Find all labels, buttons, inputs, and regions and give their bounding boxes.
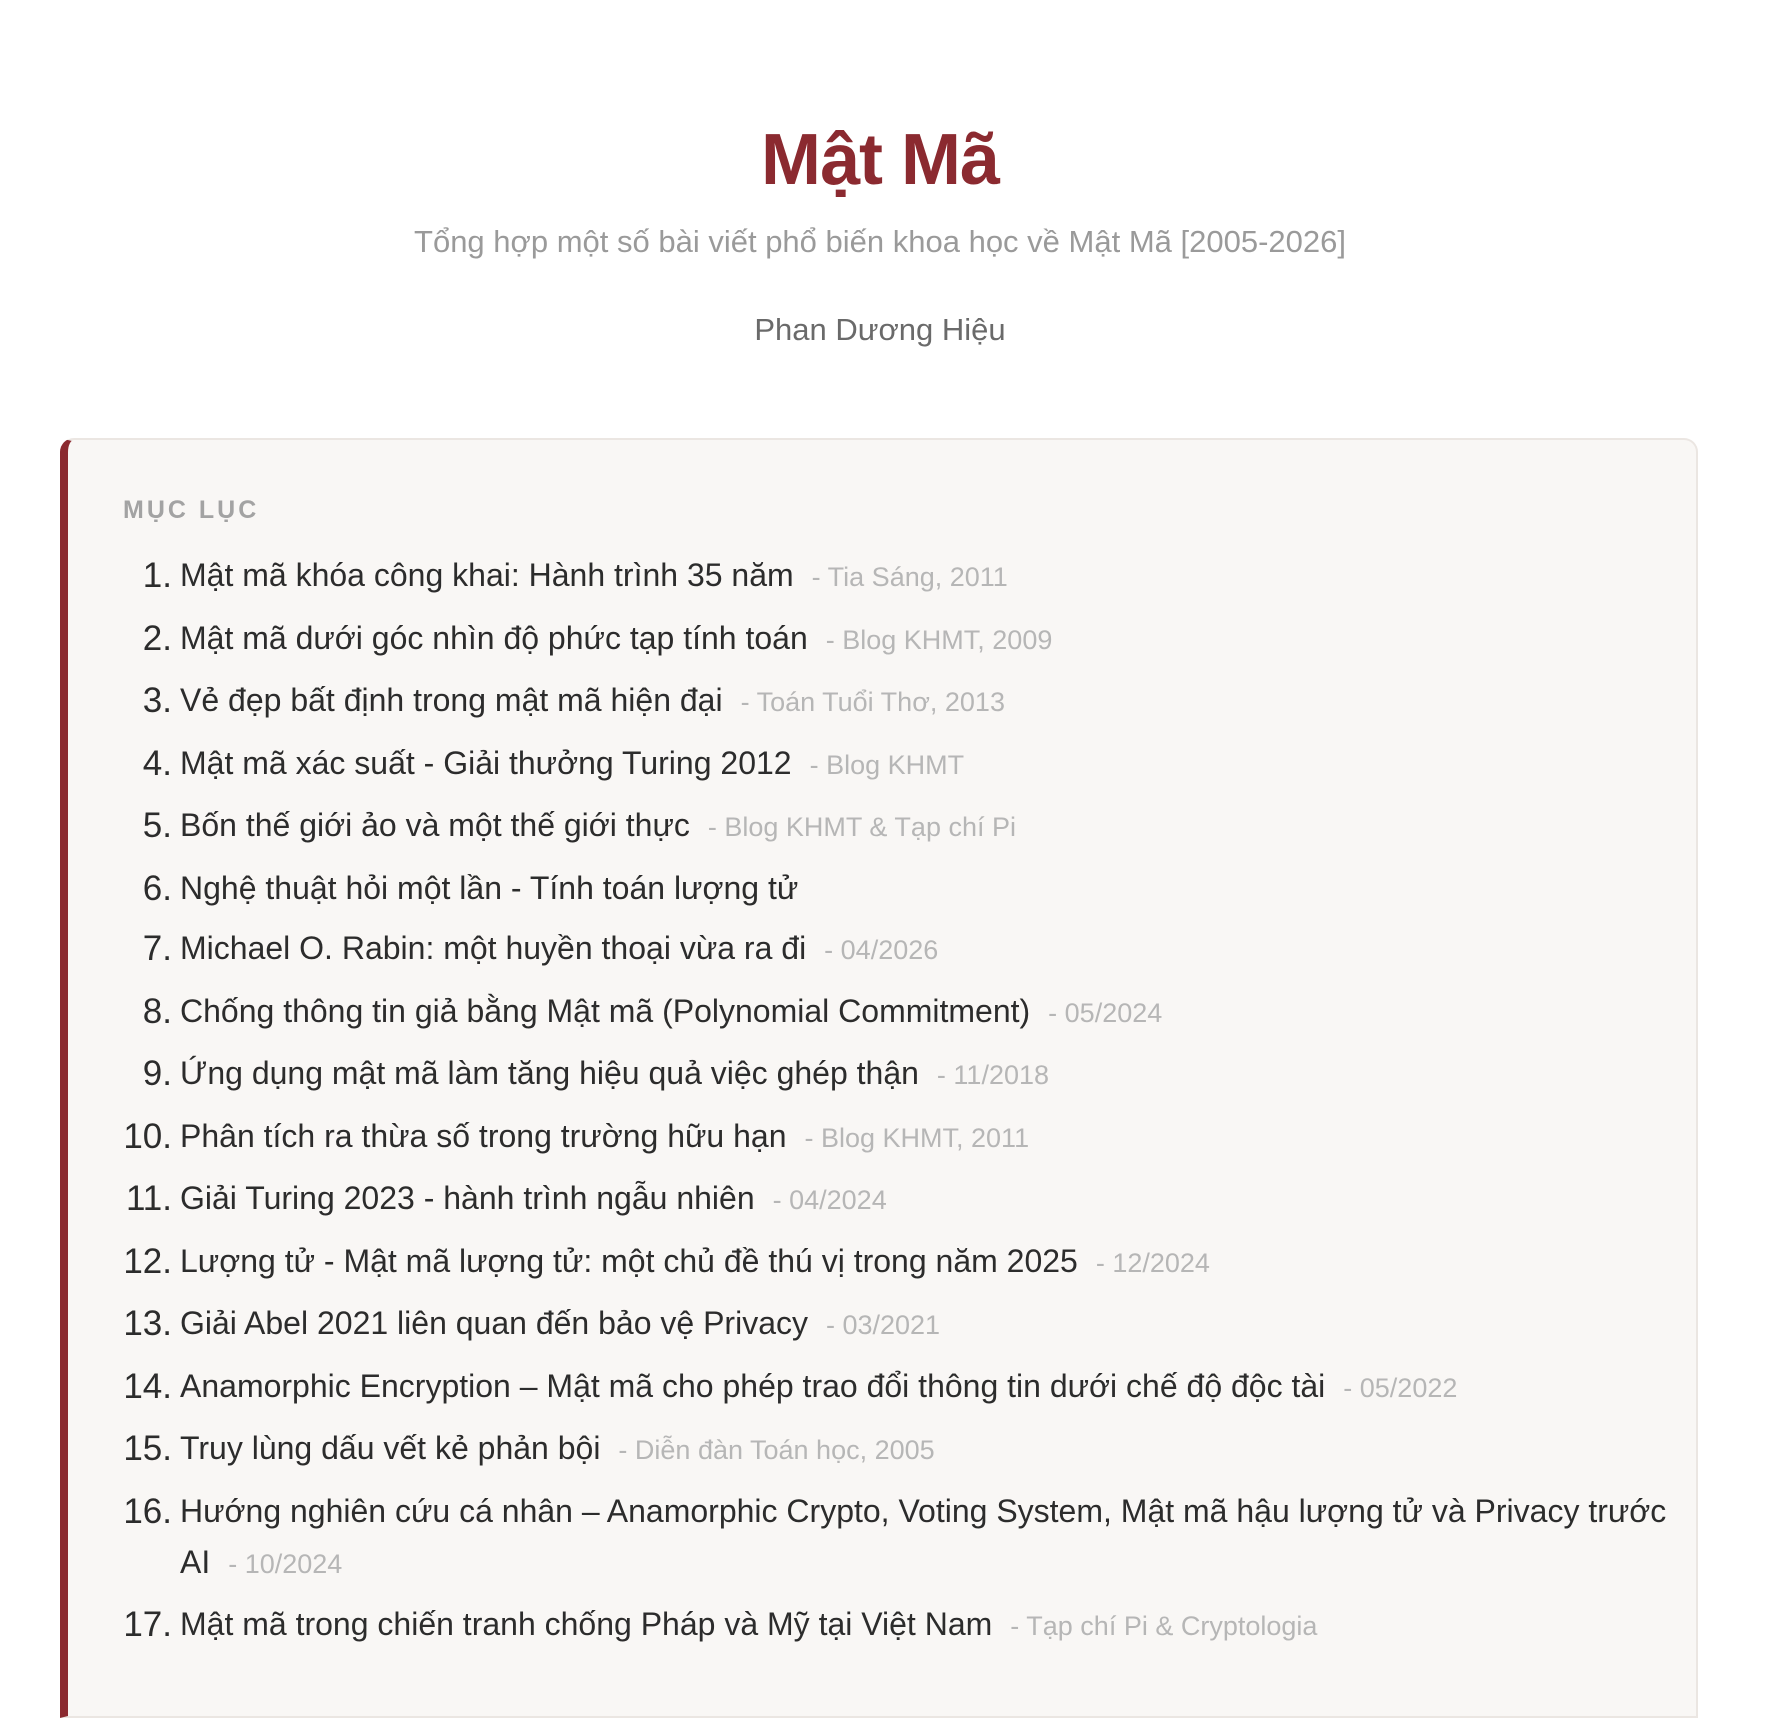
toc-item-source: - Tạp chí Pi & Cryptologia xyxy=(1010,1610,1318,1641)
toc-item-link[interactable]: Mật mã trong chiến tranh chống Pháp và Mỹ tại Việt Nam xyxy=(180,1605,993,1642)
toc-item-link[interactable]: Vẻ đẹp bất định trong mật mã hiện đại xyxy=(180,682,723,718)
toc-item-link[interactable]: Mật mã xác suất - Giải thưởng Turing 2012 xyxy=(180,744,792,781)
author-name: Phan Dương Hiệu xyxy=(754,312,1006,347)
toc-item-source: - Tia Sáng, 2011 xyxy=(811,562,1008,592)
toc-item xyxy=(68,1111,1668,1164)
toc-item-number: 16. xyxy=(123,1491,172,1531)
toc-item-source: - Diễn đàn Toán học, 2005 xyxy=(618,1435,935,1465)
toc-item-source: - 04/2024 xyxy=(772,1185,887,1215)
toc-item-number: 12. xyxy=(123,1241,172,1281)
toc-item-source: - 05/2024 xyxy=(1048,997,1163,1028)
toc-item-link[interactable]: Hướng nghiên cứu cá nhân – Anamorphic Crypto, Voting System, Mật mã hậu lượng tử và Privacy trước AI xyxy=(180,1492,1667,1580)
page-subtitle: Tổng hợp một số bài viết phổ biến khoa học về Mật Mã [2005-2026] xyxy=(414,224,1346,259)
toc-item-number: 14. xyxy=(123,1366,172,1406)
toc-item-number: 13. xyxy=(123,1304,172,1343)
toc-item-link[interactable]: Ứng dụng mật mã làm tăng hiệu quả việc ghép thận xyxy=(180,1055,919,1091)
toc-item xyxy=(68,1173,1668,1226)
toc-item xyxy=(68,1486,1668,1590)
toc-item-number: 15. xyxy=(123,1429,172,1468)
toc-item-link[interactable]: Truy lùng dấu vết kẻ phản bội xyxy=(180,1430,601,1466)
toc-list xyxy=(68,550,1668,1661)
toc-item xyxy=(68,863,1668,914)
toc-item xyxy=(68,613,1668,666)
toc-item-source: - Blog KHMT xyxy=(809,749,965,780)
toc-item-link[interactable]: Anamorphic Encryption – Mật mã cho phép trao đổi thông tin dưới chế độ độc tài xyxy=(180,1367,1326,1404)
toc-item-source: - Blog KHMT, 2009 xyxy=(825,624,1053,655)
toc-item-number: 9. xyxy=(142,1054,172,1093)
toc-item-link[interactable]: Mật mã khóa công khai: Hành trình 35 năm xyxy=(180,557,794,593)
toc-item-link[interactable]: Bốn thế giới ảo và một thế giới thực xyxy=(180,807,690,843)
toc-item-source: - 05/2022 xyxy=(1343,1372,1458,1403)
toc-item-number: 5. xyxy=(142,806,172,845)
toc-item-number: 8. xyxy=(142,991,172,1031)
toc-item-link[interactable]: Chống thông tin giả bằng Mật mã (Polynomial Commitment) xyxy=(180,992,1031,1029)
toc-item-number: 3. xyxy=(142,681,172,720)
toc-item-source: - 10/2024 xyxy=(228,1548,343,1579)
toc-item xyxy=(68,1361,1668,1414)
toc-heading: MỤC LỤC xyxy=(123,496,260,524)
toc-item-number: 11. xyxy=(125,1179,172,1218)
toc-item xyxy=(68,923,1668,976)
toc-item xyxy=(68,550,1668,603)
toc-item xyxy=(68,1048,1668,1101)
toc-item xyxy=(68,1298,1668,1351)
toc-item-link[interactable]: Phân tích ra thừa số trong trường hữu hạn xyxy=(180,1117,787,1154)
table-of-contents xyxy=(60,438,1698,1718)
toc-item-source: - 04/2026 xyxy=(824,935,939,965)
page-title: Mật Mã xyxy=(760,120,1000,200)
toc-item xyxy=(68,738,1668,791)
toc-item-number: 17. xyxy=(123,1604,172,1644)
toc-item-link[interactable]: Michael O. Rabin: một huyền thoại vừa ra đi xyxy=(180,930,807,966)
toc-item-source: - Toán Tuổi Thơ, 2013 xyxy=(740,687,1005,717)
toc-item-link[interactable]: Lượng tử - Mật mã lượng tử: một chủ đề thú vị trong năm 2025 xyxy=(180,1242,1078,1279)
toc-item-number: 1. xyxy=(142,556,172,595)
toc-item xyxy=(68,986,1668,1039)
toc-item-source: - 12/2024 xyxy=(1095,1247,1210,1278)
toc-item xyxy=(68,800,1668,853)
toc-item-link[interactable]: Mật mã dưới góc nhìn độ phức tạp tính toán xyxy=(180,619,808,656)
toc-item-source: - 03/2021 xyxy=(825,1310,941,1340)
toc-item-link[interactable]: Nghệ thuật hỏi một lần - Tính toán lượng tử xyxy=(180,869,799,906)
toc-item-number: 2. xyxy=(142,618,172,658)
toc-item-source: - Blog KHMT, 2011 xyxy=(804,1122,1030,1153)
toc-item-number: 10. xyxy=(123,1116,172,1156)
toc-item-link[interactable]: Giải Abel 2021 liên quan đến bảo vệ Privacy xyxy=(180,1305,808,1341)
toc-item-link[interactable]: Giải Turing 2023 - hành trình ngẫu nhiên xyxy=(180,1180,755,1216)
toc-item xyxy=(68,1423,1668,1476)
toc-item-source: - Blog KHMT & Tạp chí Pi xyxy=(707,812,1016,842)
toc-item-number: 4. xyxy=(142,743,172,783)
toc-item xyxy=(68,675,1668,728)
toc-item xyxy=(68,1599,1668,1652)
toc-item-source: - 11/2018 xyxy=(936,1060,1050,1090)
toc-item xyxy=(68,1236,1668,1289)
toc-item-number: 6. xyxy=(142,868,172,908)
toc-item-number: 7. xyxy=(142,929,172,968)
